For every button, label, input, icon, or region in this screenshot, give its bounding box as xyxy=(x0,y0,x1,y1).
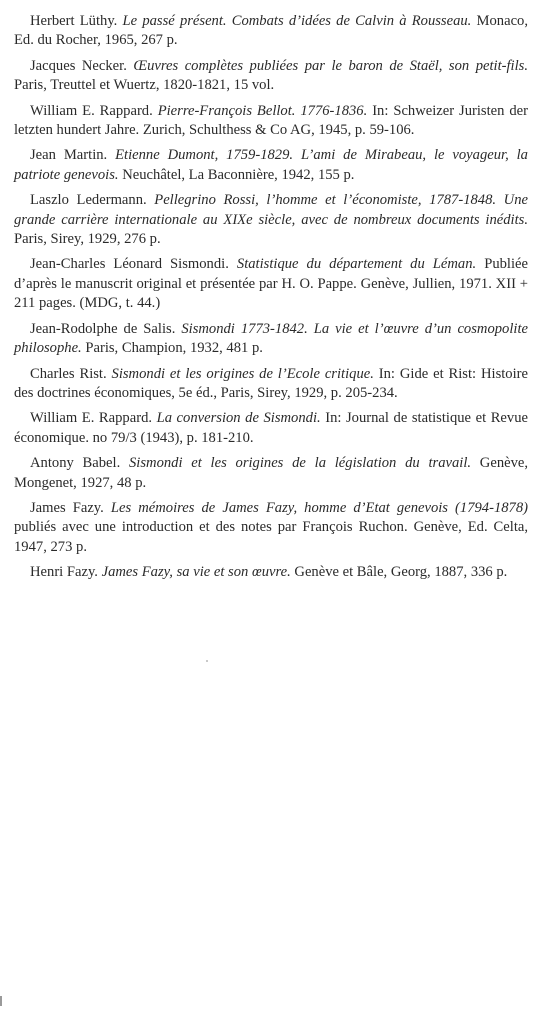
entry-author: Laszlo Ledermann. xyxy=(30,192,147,209)
entry-publication: Paris, Sirey, 1929, 276 p. xyxy=(14,231,161,248)
entry-publication: Neuchâtel, La Baconnière, 1942, 155 p. xyxy=(122,166,355,183)
entry-author: William E. Rappard. xyxy=(30,102,153,119)
paper-speck xyxy=(206,660,208,662)
entry-title: La conversion de Sismondi. xyxy=(156,410,321,427)
entry-author: Jacques Necker. xyxy=(30,57,127,74)
entry-author: Jean Martin. xyxy=(30,147,108,164)
scan-edge-mark xyxy=(0,996,2,1006)
entry-title: Etienne Dumont, 1759-1829. L’ami de Mirabeau, le voyageur, la patriote genevois. xyxy=(14,147,528,183)
entry-author: Charles Rist. xyxy=(30,365,107,382)
entry-publication: Genève et Bâle, Georg, 1887, 336 p. xyxy=(294,564,508,581)
bibliography-entry xyxy=(14,499,528,557)
bibliography-entry xyxy=(14,320,528,359)
entry-author: James Fazy. xyxy=(30,499,104,516)
entry-title: James Fazy, sa vie et son œuvre. xyxy=(101,564,291,581)
bibliography-entry xyxy=(14,409,528,448)
entry-publication: Genève, Mongenet, 1927, 48 p. xyxy=(14,455,529,491)
entry-publication: In: Gide et Rist: Histoire des doctrines économiques, 5e éd., Paris, Sirey, 1929, p. 205-234. xyxy=(14,365,528,401)
bibliography-entry xyxy=(14,191,528,249)
bibliography-list xyxy=(14,12,528,589)
entry-publication: Monaco, Ed. du Rocher, 1965, 267 p. xyxy=(14,13,529,49)
entry-author: William E. Rappard. xyxy=(30,410,153,427)
entry-publication: In: Schweizer Juristen der letzten hundert Jahre. Zurich, Schulthess & Co AG, 1945, p. 59-106. xyxy=(14,102,529,139)
entry-title: Pierre-François Bellot. 1776-1836. xyxy=(157,102,368,119)
entry-publication: In: Journal de statistique et Revue économique. no 79/3 (1943), p. 181-210. xyxy=(14,410,528,446)
entry-publication: Paris, Treuttel et Wuertz, 1820-1821, 15 vol. xyxy=(14,77,275,94)
entry-publication: Publiée d’après le manuscrit original et présentée par H. O. Pappe. Genève, Jullien, 1971. XII + 211 pages. (MDG, t. 44.) xyxy=(14,256,528,312)
bibliography-entry xyxy=(14,146,528,185)
entry-title: Sismondi et les origines de la législation du travail. xyxy=(129,455,472,472)
entry-publication: Paris, Champion, 1932, 481 p. xyxy=(85,340,263,357)
bibliography-entry xyxy=(14,365,528,404)
entry-title: Statistique du département du Léman. xyxy=(236,256,477,273)
bibliography-entry xyxy=(14,563,528,582)
entry-author: Jean-Charles Léonard Sismondi. xyxy=(30,256,229,273)
bibliography-entry xyxy=(14,454,528,493)
entry-author: Jean-Rodolphe de Salis. xyxy=(30,320,176,337)
entry-author: Antony Babel. xyxy=(30,455,121,472)
entry-title: Œuvres complètes publiées par le baron de Staël, son petit-fils. xyxy=(133,57,528,74)
entry-title: Les mémoires de James Fazy, homme d’Etat genevois (1794-1878) xyxy=(110,499,528,516)
entry-title: Pellegrino Rossi, l’homme et l’économiste, 1787-1848. Une grande carrière internationale au XIXe siècle, avec de nombreux documents inédits. xyxy=(14,192,528,228)
entry-author: Herbert Lüthy. xyxy=(30,13,118,29)
bibliography-entry xyxy=(14,102,528,141)
bibliography-entry xyxy=(14,57,528,96)
entry-title: Sismondi et les origines de l’Ecole critique. xyxy=(111,365,374,382)
entry-publication: publiés avec une introduction et des notes par François Ruchon. Genève, Ed. Celta, 1947, 273 p. xyxy=(14,519,528,555)
entry-title: Sismondi 1773-1842. La vie et l’œuvre d’un cosmopolite philosophe. xyxy=(14,320,528,357)
entry-author: Henri Fazy. xyxy=(30,564,98,581)
entry-title: Le passé présent. Combats d’idées de Calvin à Rousseau. xyxy=(122,13,472,29)
bibliography-entry xyxy=(14,255,528,313)
bibliography-entry xyxy=(14,12,528,51)
